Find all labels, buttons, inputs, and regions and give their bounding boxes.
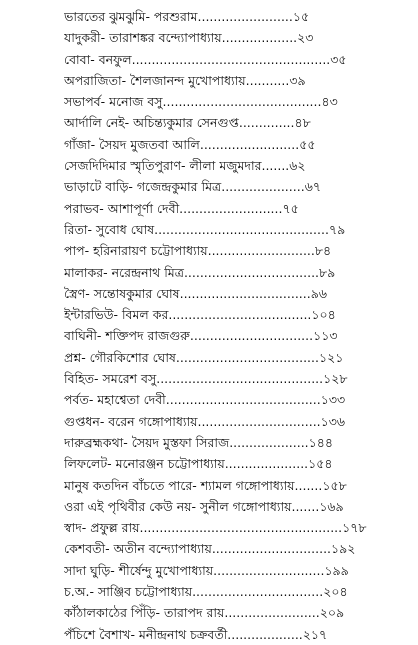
- toc-entry-page-number: ৪৮: [294, 115, 311, 131]
- toc-entry-page-number: ১৫৪: [308, 456, 333, 472]
- toc-entry-page-number: ৭৫: [282, 200, 299, 216]
- toc-entry-leader: .........................: [199, 136, 300, 152]
- toc-entry-title: রিতা- সুবোধ ঘোষ: [64, 221, 155, 237]
- toc-entry: [64, 198, 394, 219]
- toc-entry: [64, 538, 394, 559]
- toc-entry: [64, 325, 394, 346]
- toc-entry-leader: ..............................: [211, 541, 332, 557]
- toc-entry: [64, 347, 394, 368]
- toc-entry-page-number: ১৪৪: [308, 434, 333, 450]
- toc-entry-title: যাদুকরী- তারাশঙ্কর বন্দ্যোপাধ্যায়: [64, 30, 222, 46]
- toc-entry-title: ইন্টারভিউ- বিমল কর: [64, 307, 169, 323]
- toc-entry: [64, 176, 394, 197]
- toc-entry-leader: .......: [294, 477, 323, 493]
- toc-entry-page-number: ১০৪: [311, 307, 336, 323]
- toc-entry-leader: .................................: [192, 584, 324, 600]
- toc-entry-page-number: ২০৪: [323, 584, 348, 600]
- table-of-contents: [64, 6, 394, 645]
- toc-entry-title: বিহিত- সমরেশ বসু: [64, 371, 157, 387]
- toc-entry: [64, 240, 394, 261]
- toc-entry-page-number: ২৩: [297, 30, 314, 46]
- toc-entry: [64, 602, 394, 623]
- toc-entry: [64, 496, 394, 517]
- toc-entry-page-number: ৩৫: [330, 51, 347, 67]
- toc-entry-page-number: ৮৯: [319, 264, 336, 280]
- toc-entry-title: মানুষ কতদিন বাঁচতে পারে- শ্যামল গঙ্গোপাধ্যায়: [64, 477, 295, 493]
- toc-entry-page-number: ১২৮: [323, 371, 348, 387]
- toc-entry-title: ভারতের ঝুমঝুমি- পরশুরাম: [64, 9, 198, 24]
- toc-entry: [64, 134, 394, 155]
- toc-entry-leader: ........................: [224, 605, 320, 621]
- toc-entry-page-number: ৪৩: [321, 94, 338, 110]
- toc-entry-page-number: ৯৬: [310, 285, 327, 301]
- toc-entry-leader: ...........................: [207, 243, 315, 259]
- toc-entry-leader: ....................................: [175, 349, 319, 365]
- toc-entry: [64, 6, 394, 27]
- toc-entry: [64, 304, 394, 325]
- toc-entry-leader: ...............................: [197, 413, 321, 429]
- toc-entry-leader: .......................................: [165, 392, 321, 408]
- toc-entry: [64, 368, 394, 389]
- toc-entry-leader: ..............: [238, 115, 295, 131]
- toc-entry: [64, 155, 394, 176]
- toc-entry-page-number: ১৯২: [331, 541, 356, 557]
- toc-entry-title: সেজদিদিমার স্মৃতিপুরাণ- লীলা মজুমদার: [64, 158, 262, 174]
- toc-entry-title: গাঁজা- সৈয়দ মুজতবা আলি: [64, 136, 200, 152]
- toc-entry-page-number: ১৩৩: [320, 392, 346, 408]
- toc-entry: [64, 517, 394, 538]
- toc-entry-title: লিফলেট- মনোরঞ্জন চট্টোপাধ্যায়: [64, 456, 225, 472]
- toc-entry-title: দারুব্রহ্মকথা- সৈয়দ মুস্তফা সিরাজ: [64, 434, 230, 450]
- toc-entry: [64, 91, 394, 112]
- toc-entry-leader: ............................................: [154, 221, 329, 237]
- toc-entry-page-number: ১৫: [292, 9, 310, 24]
- toc-entry-leader: ...........: [245, 72, 290, 88]
- toc-entry-title: স্বাদ- প্রফুল্ল রায়: [64, 520, 140, 536]
- toc-entry-title: আর্দালি নেই- অচিন্ত্যকুমার সেনগুপ্ত: [64, 115, 239, 131]
- toc-entry: [64, 283, 394, 304]
- toc-entry: [64, 411, 394, 432]
- toc-entry-leader: ...................: [227, 626, 303, 642]
- toc-entry-leader: ...................: [221, 30, 298, 46]
- toc-entry: [64, 70, 394, 91]
- toc-entry-leader: .....................: [224, 456, 309, 472]
- toc-entry: [64, 262, 394, 283]
- toc-entry-leader: ....................................: [168, 307, 312, 323]
- toc-entry-leader: .....................: [221, 179, 305, 195]
- toc-entry-title: সাদা ঘুড়ি- শীর্ষেন্দু মুখোপাধ্যায়: [64, 562, 214, 578]
- toc-entry-leader: ........................................: [162, 94, 322, 110]
- toc-entry-title: বাঘিনী- শক্তিপদ রাজগুরু: [64, 328, 190, 344]
- toc-entry-leader: ............................: [213, 562, 325, 578]
- toc-entry-title: পর্বত- মহাশ্বেতা দেবী: [64, 392, 166, 408]
- toc-entry-leader: ..................................................: [131, 51, 331, 67]
- toc-entry-page-number: ২১৭: [302, 626, 328, 642]
- toc-entry-title: অপরাজিতা- শৈলজানন্দ মুখোপাধ্যায়: [64, 72, 246, 88]
- toc-entry-title: পরাভব- আশাপূর্ণা দেবী: [64, 200, 180, 216]
- toc-entry-title: গুপ্তধন- বরেন গঙ্গোপাধ্যায়: [64, 413, 198, 429]
- toc-entry-leader: .......: [291, 498, 320, 514]
- toc-entry-page-number: ১৫৮: [322, 477, 347, 493]
- toc-entry: [64, 475, 394, 496]
- toc-entry: [64, 560, 394, 581]
- toc-entry-leader: ...................................................: [139, 520, 343, 536]
- toc-entry-page-number: ১১৩: [313, 328, 338, 344]
- toc-entry-page-number: ১২১: [318, 349, 344, 365]
- toc-entry-page-number: ৮৪: [314, 243, 332, 259]
- toc-entry: [64, 581, 394, 602]
- toc-entry-leader: ...............................: [189, 328, 314, 344]
- toc-entry-title: কেশবতী- অতীন বন্দ্যোপাধ্যায়: [64, 541, 212, 557]
- toc-entry-title: চ.অ.- সাঞ্জিব চট্টোপাধ্যায়: [64, 584, 193, 600]
- toc-entry-title: পঁচিশে বৈশাখ- মনীন্দ্রনাথ চক্রবর্তী: [64, 626, 228, 642]
- toc-entry: [64, 432, 394, 453]
- toc-entry: [64, 27, 394, 48]
- toc-entry-page-number: ১৩৬: [320, 413, 346, 429]
- toc-entry-leader: ..........................: [179, 200, 283, 216]
- toc-entry-title: সভাপর্ব- মনোজ বসু: [64, 94, 163, 110]
- toc-entry: [64, 624, 394, 645]
- toc-entry-page-number: ৬৭: [304, 179, 321, 195]
- toc-entry-title: ভাড়াটে বাড়ি- গজেন্দ্রকুমার মিত্র: [64, 179, 222, 195]
- toc-entry: [64, 112, 394, 133]
- toc-entry-title: পাপ- হরিনারায়ণ চট্টোপাধ্যায়: [64, 243, 208, 259]
- toc-entry-leader: .................................: [179, 285, 311, 301]
- toc-entry-title: স্ত্রৈণ- সন্তোষকুমার ঘোষ: [64, 285, 180, 301]
- toc-entry: [64, 219, 394, 240]
- toc-entry-title: বোবা- বনফুল: [64, 51, 132, 67]
- toc-entry-title: কাঁঠালকাঠের পিঁড়ি- তারাপদ রায়: [64, 605, 225, 621]
- toc-entry-title: প্রশ্ন- গৌরকিশোর ঘোষ: [64, 349, 176, 365]
- toc-entry: [64, 49, 394, 70]
- toc-entry-leader: ....................: [229, 434, 309, 450]
- toc-entry-page-number: ১৭৮: [342, 520, 367, 536]
- toc-entry-leader: .......: [261, 158, 290, 174]
- toc-entry-leader: ........................: [197, 9, 293, 24]
- toc-entry-page-number: ৬২: [289, 158, 306, 174]
- toc-entry-title: ওরা এই পৃথিবীর কেউ নয়- সুনীল গঙ্গোপাধ্যায়: [64, 498, 292, 514]
- toc-entry-page-number: ১৬৯: [319, 498, 344, 514]
- toc-entry: [64, 389, 394, 410]
- toc-entry-page-number: ৫৫: [299, 136, 316, 152]
- toc-entry-page-number: ২০৯: [319, 605, 345, 621]
- toc-entry-title: মালাকর- নরেন্দ্রনাথ মিত্র: [64, 264, 184, 280]
- toc-entry-page-number: ১৯৯: [324, 562, 349, 578]
- toc-entry-leader: ..................................: [183, 264, 320, 280]
- toc-entry-page-number: ৭৯: [328, 221, 346, 237]
- toc-entry-leader: ..........................................: [156, 371, 324, 387]
- toc-entry-page-number: ৩৯: [289, 72, 306, 88]
- toc-entry: [64, 453, 394, 474]
